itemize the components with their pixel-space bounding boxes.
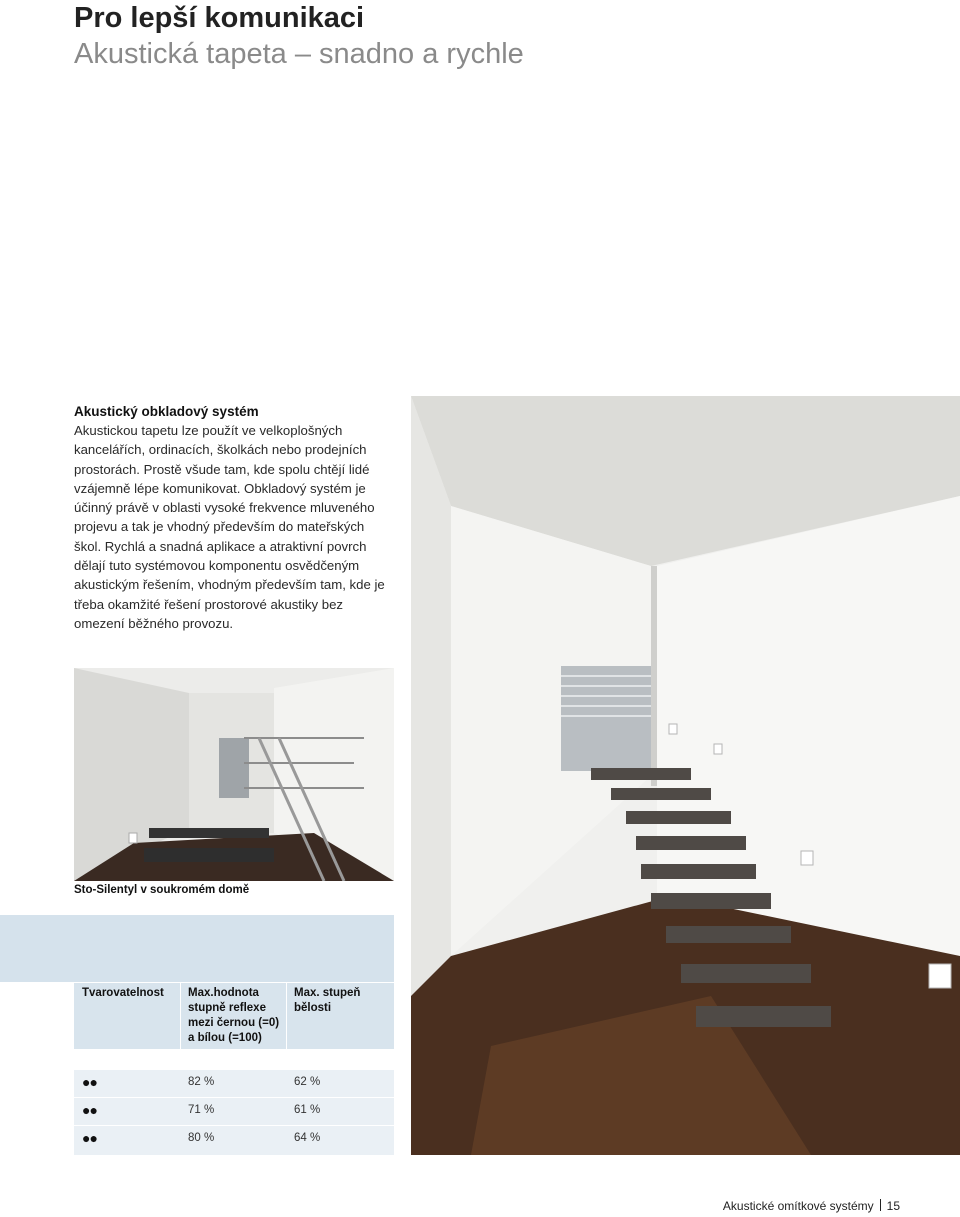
- photo-staircase: [411, 396, 960, 1155]
- table-row: [74, 1125, 394, 1155]
- table-cell-reflexe: 82 %: [188, 1076, 215, 1088]
- photo-staircase-illustration: [411, 396, 960, 1155]
- section-body: Akustickou tapetu lze použít ve velkoplošných kancelářích, ordinacích, školkách nebo prodejních prostorách. Prostě všude tam, kde spolu chtějí lidé vzájemně lépe komunikovat. Obkladový systém je účinný právě v oblasti vysoké frekvence mluveného projevu a tak je vhodný především do mateřských škol. Rychlá a snadná aplikace a atraktivní povrch dělají tuto systémovou komponentu osvědčeným akustickým řešením, vhodným především tam, kde je třeba okamžité řešení prostorové akustiky bez omezení běžného provozu.: [74, 423, 385, 631]
- table-header-divider: [180, 983, 181, 1049]
- table-cell-belost: 61 %: [294, 1104, 321, 1116]
- table-header-tvarovatelnost: Tvarovatelnost: [82, 987, 164, 999]
- footer-section-name: Akustické omítkové systémy: [722, 1199, 874, 1213]
- photo-hallway: [74, 668, 394, 881]
- photo-hallway-illustration: [74, 668, 394, 881]
- table-cell-reflexe: 71 %: [188, 1104, 215, 1116]
- table-row: [74, 1097, 394, 1126]
- footer-separator: [880, 1199, 881, 1211]
- table-cell-belost: 64 %: [294, 1132, 321, 1144]
- table-top-band: [0, 915, 394, 982]
- table-row: [74, 1069, 394, 1098]
- table-cell-dots: ●●: [82, 1074, 97, 1090]
- table-header-row: [74, 983, 394, 1049]
- table-header-reflexe: Max.hodnota stupně reflexe mezi černou (=0) a bílou (=100): [188, 987, 280, 1044]
- table-header-belost: Max. stupeň bělosti: [294, 987, 361, 1014]
- table-header-divider: [286, 983, 287, 1049]
- table-cell-belost: 62 %: [294, 1076, 321, 1088]
- text-section: [74, 402, 394, 633]
- table-spacer-row: [74, 1049, 394, 1069]
- page-subtitle: Akustická tapeta – snadno a rychle: [74, 38, 524, 70]
- page-title: Pro lepší komunikaci: [74, 2, 365, 34]
- table-cell-reflexe: 80 %: [188, 1132, 215, 1144]
- page-footer: [723, 1199, 900, 1213]
- section-heading: Akustický obkladový systém: [74, 404, 259, 419]
- footer-page-number: 15: [886, 1199, 900, 1213]
- photo-caption: Sto-Silentyl v soukromém domě: [74, 884, 250, 896]
- table-cell-dots: ●●: [82, 1130, 97, 1146]
- table-cell-dots: ●●: [82, 1102, 97, 1118]
